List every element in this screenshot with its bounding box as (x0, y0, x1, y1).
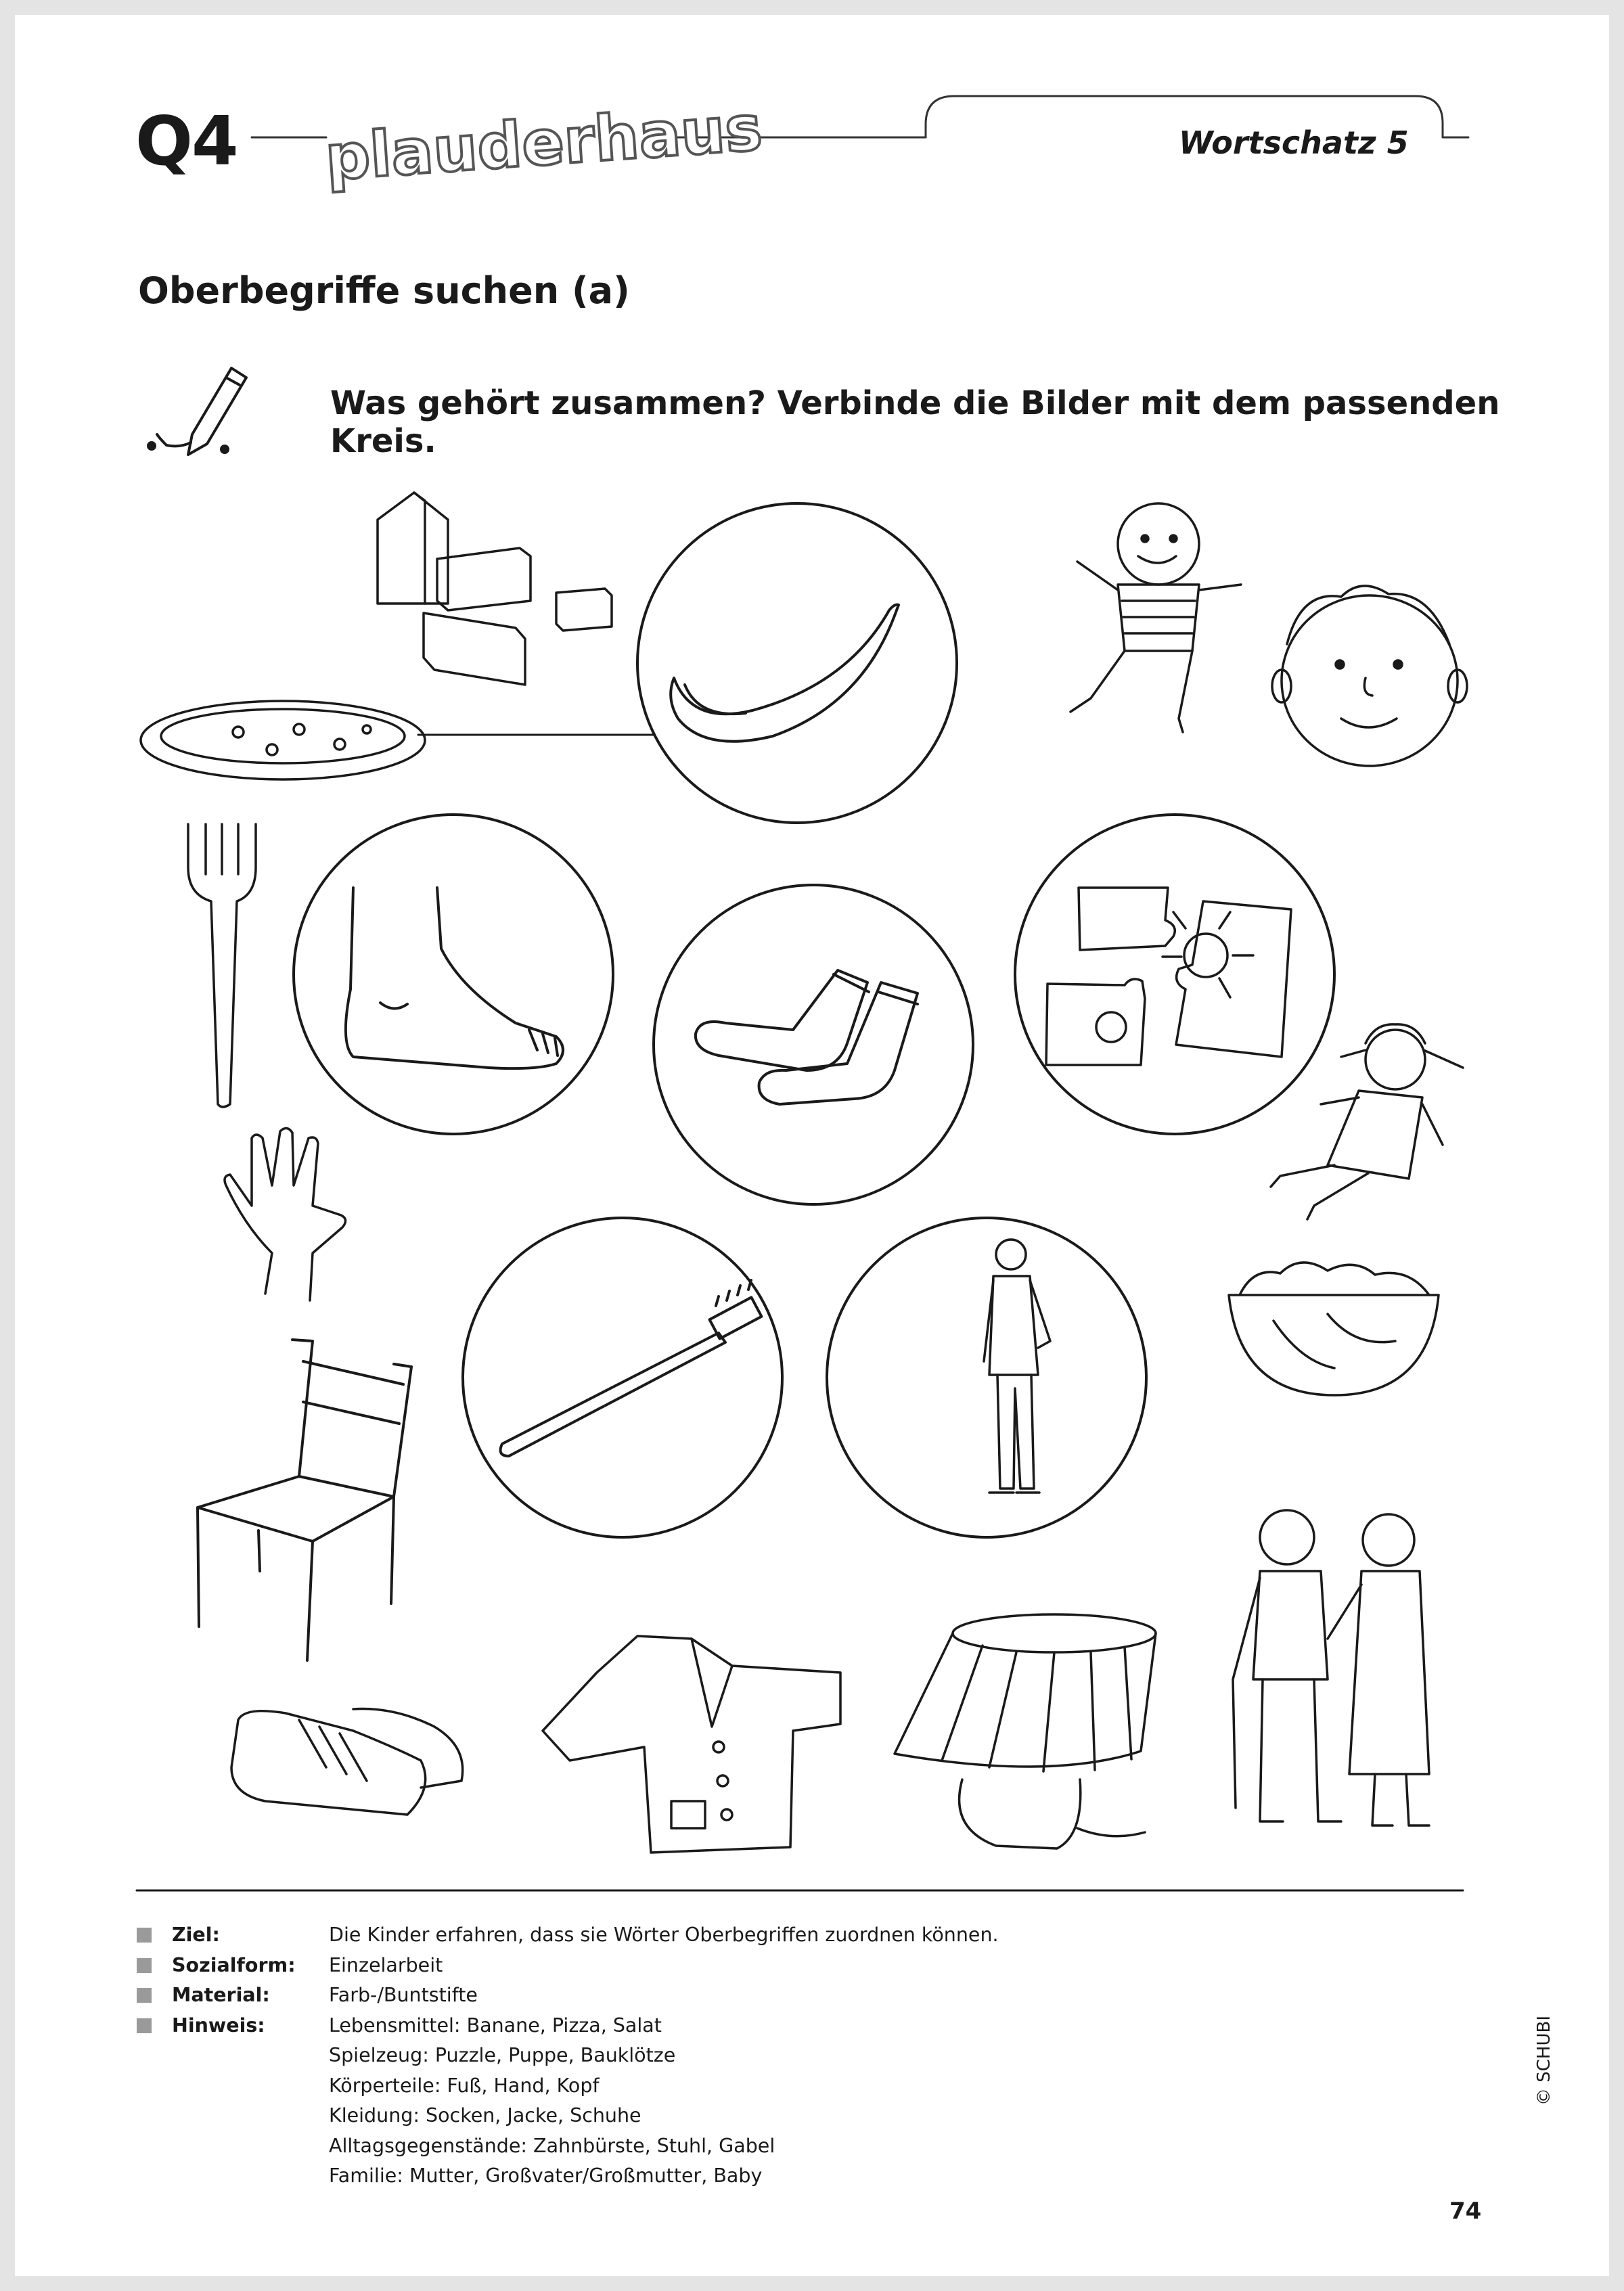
bullet-square-icon (137, 2018, 152, 2033)
notes-label: Sozialform: (172, 1953, 296, 1976)
jacket-picture[interactable] (543, 1636, 840, 1853)
grandparents-picture[interactable] (1233, 1510, 1429, 1825)
notes-label: Hinweis: (172, 2014, 265, 2037)
socks-picture (696, 970, 918, 1104)
notes-row-goal (137, 1920, 1490, 1951)
notes-value: Familie: Mutter, Großvater/Großmutter, Baby (329, 2164, 763, 2187)
notes-value: Spielzeug: Puzzle, Puppe, Bauklötze (329, 2044, 676, 2066)
bullet-square-icon (137, 1958, 152, 1973)
target-circle-toothbrush[interactable] (463, 1218, 782, 1537)
notes-row-hint (137, 2011, 1490, 2041)
target-circle-banana[interactable] (637, 503, 957, 823)
mother-picture (984, 1240, 1050, 1493)
notes-row-hint-toys (137, 2041, 1490, 2071)
target-circle-mother[interactable] (827, 1218, 1146, 1537)
svg-text:plauderhaus: plauderhaus (323, 91, 765, 195)
salad-bowl-picture[interactable] (1229, 1263, 1439, 1395)
teacher-notes (137, 1920, 1490, 2192)
page-number: 74 (1449, 2198, 1482, 2225)
table-lamp-picture[interactable] (895, 1614, 1156, 1848)
target-circle-socks[interactable] (654, 885, 973, 1204)
topic-tab: Wortschatz 5 (1179, 124, 1409, 161)
notes-label: Ziel: (172, 1924, 220, 1946)
notes-value: Kleidung: Socken, Jacke, Schuhe (329, 2104, 641, 2127)
notes-value: Alltagsgegenstände: Zahnbürste, Stuhl, Gabel (329, 2134, 775, 2157)
notes-row-hint-family (137, 2161, 1490, 2192)
notes-value: Lebensmittel: Banane, Pizza, Salat (329, 2014, 662, 2037)
notes-value: Farb-/Buntstifte (329, 1984, 478, 2006)
worksheet-page (15, 15, 1609, 2276)
bullet-square-icon (137, 1928, 152, 1943)
notes-row-hint-clothes (137, 2101, 1490, 2131)
chair-picture[interactable] (198, 1340, 411, 1660)
notes-value: Körperteile: Fuß, Hand, Kopf (329, 2074, 600, 2097)
notes-row-social-form (137, 1951, 1490, 1981)
bullet-square-icon (137, 1988, 152, 2003)
target-circle-foot[interactable] (294, 815, 613, 1134)
worksheet-instruction: Was gehört zusammen? Verbinde die Bilder mit dem passenden Kreis. (330, 384, 1500, 460)
puzzle-picture (1046, 888, 1291, 1065)
baby-picture[interactable] (1070, 503, 1241, 732)
boy-face-picture[interactable] (1272, 586, 1467, 766)
doll-picture[interactable] (1271, 1024, 1463, 1219)
toothbrush-picture (501, 1280, 762, 1456)
notes-row-hint-everyday (137, 2131, 1490, 2162)
worksheet-code: Q4 (135, 101, 238, 181)
pencil-icon (148, 368, 246, 455)
pizza-picture[interactable] (141, 701, 425, 779)
foot-picture (346, 888, 563, 1068)
banana-picture (671, 605, 899, 742)
sneakers-picture[interactable] (231, 1709, 463, 1815)
notes-row-hint-body (137, 2071, 1490, 2102)
copyright-note: © SCHUBI (1534, 2015, 1554, 2106)
notes-value: Einzelarbeit (329, 1953, 443, 1976)
notes-label: Material: (172, 1984, 270, 2006)
building-blocks-picture[interactable] (378, 493, 612, 685)
hand-picture[interactable] (225, 1128, 346, 1300)
worksheet-title: Oberbegriffe suchen (a) (138, 269, 630, 312)
notes-row-material (137, 1980, 1490, 2011)
plauderhaus-logo (313, 88, 765, 196)
fork-picture[interactable] (188, 824, 256, 1107)
target-circle-puzzle[interactable] (1015, 815, 1334, 1134)
notes-value: Die Kinder erfahren, dass sie Wörter Oberbegriffen zuordnen können. (329, 1924, 999, 1946)
